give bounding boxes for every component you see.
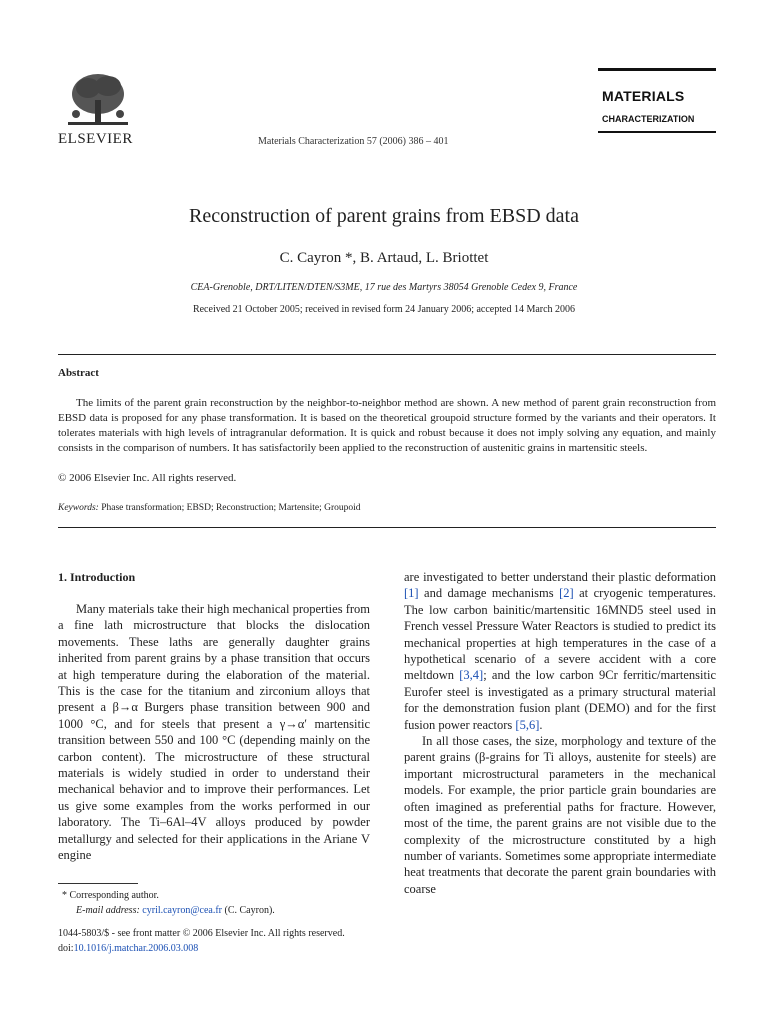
reference-link-2[interactable]: [2] (559, 586, 574, 601)
reference-link-5-6[interactable]: [5,6] (515, 717, 540, 732)
bottom-info (58, 926, 345, 956)
journal-logo-subtitle: CHARACTERIZATION (602, 114, 695, 124)
intro-paragraph-2: In all those cases, the size, morphology and texture of the parent grains (β-grains for Ti alloys, austenite for steels) are important microstructural parameters in the mechanical models. For example, the prior particle grain boundaries are often imagined as preferential paths for fracture. However, most of the time, the parent grains are not visible due to the complexity of the microstructure constituted by a high number of variants. Sometimes some appropriate intermediate heat treatments that decorate the parent grain boundaries with coarse (404, 734, 716, 896)
article-title: Reconstruction of parent grains from EBSD data (189, 205, 579, 227)
journal-citation: Materials Characterization 57 (2006) 386 – 401 (258, 136, 449, 147)
keywords-label: Keywords: (58, 503, 99, 513)
intro-paragraph-continued: are investigated to better understand their plastic deformation [1] and damage mechanisms [2] at cryogenic temperatures. The low carbon bainitic/martensitic 16MND5 steel used in French vessel Pressure Water Reactors is studied to predict its mechanical properties at high temperatures in the case of a hypothetical scenario of a severe accident with a core meltdown [3,4]; and the low carbon 9Cr ferritic/martensitic Eurofer steel is investigated as a primary structural material for the demonstration fusion plant (DEMO) and for the first fusion power reactors [5,6]. (404, 570, 717, 732)
doi-line: doi:10.1016/j.matchar.2006.03.008 (58, 943, 199, 954)
article-affiliation: CEA-Grenoble, DRT/LITEN/DTEN/S3ME, 17 rue des Martyrs 38054 Grenoble Cedex 9, France (190, 282, 578, 293)
footnote-rule (58, 883, 138, 884)
article-dates: Received 21 October 2005; received in revised form 24 January 2006; accepted 14 March 2006 (192, 304, 576, 315)
intro-paragraph-1: Many materials take their high mechanical properties from a fine lath microstructure that blocks the dislocation movements. These laths are generally daughter grains inherited from parent grains by a phase transition that occurs at high temperature during the elaboration of the material. This is the case for the titanium and zirconium alloys that present a β→α Burgers phase transition between 900 and 1000 °C, and for steels that present a γ→α′ martensitic transition between 550 and 100 °C (depending mainly on the carbon content). The microstructure of these structural materials is widely studied in order to understand their mechanical behavior and to improve their performances. Let us give some examples from the works performed in our laboratory. The Ti–6Al–4V alloys produced by powder metallurgy and selected for their applications in the Ariane V engine (58, 602, 370, 863)
abstract-text: The limits of the parent grain reconstruction by the neighbor-to-neighbor method are shown. A new method of parent grain reconstruction from EBSD data is proposed for any phase transformation. It is based on the theoretical groupoid structure formed by the variants and their operators. It tolerates materials with high levels of intragranular deformation. It is quick and robust because it does not imply solving any equation, and mainly consists in the comparison of numbers. It has satisfactorily been applied to the reconstruction of austenitic grains in martensitic steels. (58, 397, 716, 454)
keywords-list: Phase transformation; EBSD; Reconstruction; Martensite; Groupoid (101, 503, 361, 513)
abstract-heading: Abstract (58, 367, 99, 379)
publisher-name: ELSEVIER (58, 131, 133, 147)
section-heading: 1. Introduction (58, 570, 136, 584)
journal-logo-title: MATERIALS (602, 88, 685, 104)
footnote-email-line: E-mail address: cyril.cayron@cea.fr (C. Cayron). (76, 905, 275, 916)
doi-link[interactable]: 10.1016/j.matchar.2006.03.008 (73, 943, 199, 954)
abstract-top-rule (58, 354, 716, 355)
issn-line: 1044-5803/$ - see front matter © 2006 Elsevier Inc. All rights reserved. (58, 928, 345, 939)
journal-logo-rule-bottom (598, 131, 716, 133)
right-column (404, 569, 716, 897)
abstract-copyright: © 2006 Elsevier Inc. All rights reserved. (58, 472, 237, 484)
left-column (58, 601, 370, 864)
abstract-bottom-rule (58, 527, 716, 528)
reference-link-3-4[interactable]: [3,4] (459, 668, 484, 683)
keywords-line (58, 503, 361, 513)
journal-logo-rule-top (598, 68, 716, 71)
email-link[interactable]: cyril.cayron@cea.fr (142, 905, 223, 916)
footnote (62, 888, 275, 918)
article-authors: C. Cayron *, B. Artaud, L. Briottet (279, 250, 489, 266)
footnote-corresponding: * Corresponding author. (62, 890, 159, 901)
reference-link-1[interactable]: [1] (404, 586, 419, 601)
